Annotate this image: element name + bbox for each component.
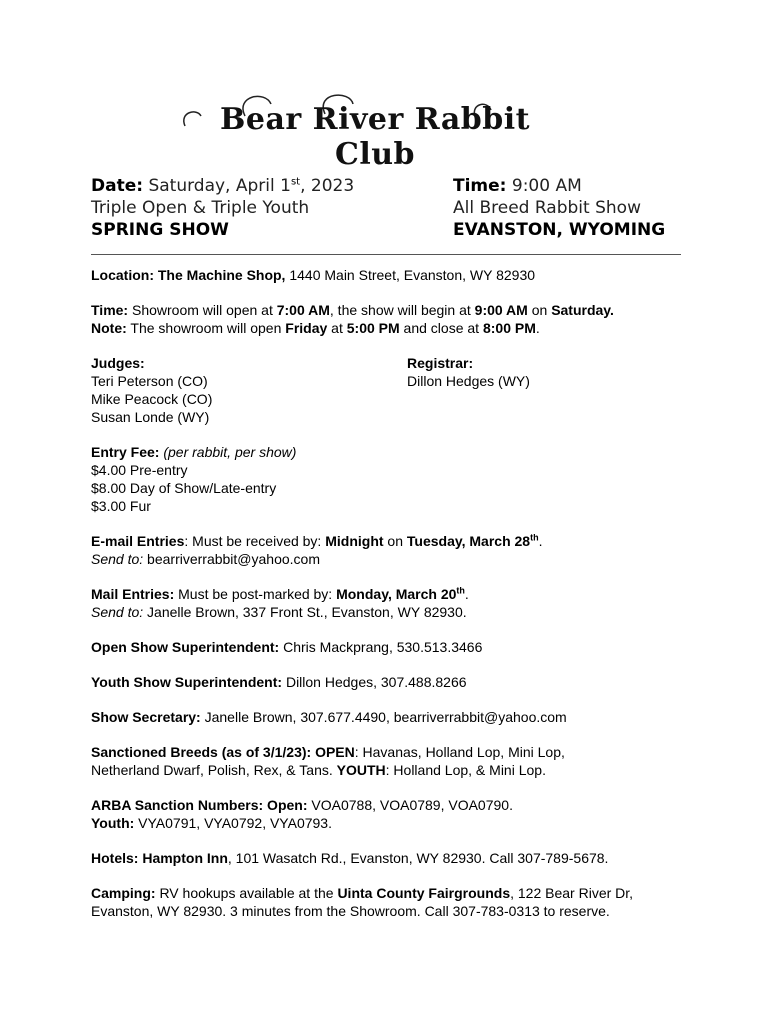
flyer-body [91, 266, 691, 937]
youth-super-label: Youth Show Superintendent: [91, 674, 283, 690]
note-period: . [535, 320, 540, 336]
location-label: Location: The Machine Shop, [91, 267, 286, 283]
camping-section [91, 884, 691, 920]
show-type: Triple Open & Triple Youth [91, 198, 310, 218]
registrar [407, 354, 530, 390]
mail-deadline-date: Monday, March 20 [336, 586, 457, 602]
time-text-c: , the show will begin at [329, 302, 475, 318]
email-send-label: Send to: [91, 551, 144, 567]
youth-breeds-label: YOUTH [336, 762, 386, 778]
note-text-a: The showroom will open [126, 320, 286, 336]
judge-item: Mike Peacock (CO) [91, 391, 213, 407]
show-city [453, 219, 665, 241]
note-close: 8:00 PM [482, 320, 536, 336]
registrar-name: Dillon Hedges (WY) [407, 373, 530, 389]
registrar-label: Registrar: [407, 355, 474, 371]
time-line [453, 175, 665, 197]
email-date-suffix: th [530, 532, 539, 543]
show-name [91, 219, 354, 241]
mail-send-label: Send to: [91, 604, 144, 620]
email-period: . [538, 533, 543, 549]
mail-text-a: Must be post-marked by: [174, 586, 337, 602]
show-city-text: EVANSTON, WYOMING [453, 220, 666, 240]
hotels-section [91, 849, 691, 867]
fee-item: $8.00 Day of Show/Late-entry [91, 480, 277, 496]
arba-numbers [91, 796, 691, 832]
youth-breeds: : Holland Lop, & Mini Lop. [385, 762, 546, 778]
email-text-a: : Must be received by: [184, 533, 326, 549]
email-deadline-date: Tuesday, March 28 [406, 533, 531, 549]
date-year: , 2023 [300, 176, 355, 196]
email-address: bearriverrabbit@yahoo.com [143, 551, 321, 567]
header-left [91, 175, 354, 241]
open-breeds-cont: Netherland Dwarf, Polish, Rex, & Tans. [91, 762, 337, 778]
fee-item: $4.00 Pre-entry [91, 462, 188, 478]
email-entries-section [91, 532, 691, 568]
judges-label: Judges: [91, 355, 145, 371]
time-value: 9:00 AM [511, 176, 582, 196]
secretary-label: Show Secretary: [91, 709, 201, 725]
open-superintendent [91, 638, 691, 656]
hotels-label: Hotels: Hampton Inn [91, 850, 228, 866]
show-name-text: SPRING SHOW [91, 220, 229, 240]
fairgrounds-name: Uinta County Fairgrounds [337, 885, 511, 901]
mail-period: . [464, 586, 469, 602]
arba-youth-label: Youth: [91, 815, 135, 831]
arba-youth-numbers: VYA0791, VYA0792, VYA0793. [134, 815, 332, 831]
date-label: Date: [91, 176, 144, 196]
camping-label: Camping: [91, 885, 156, 901]
mail-date-suffix: th [456, 585, 465, 596]
mail-address: Janelle Brown, 337 Front St., Evanston, WY 82930. [143, 604, 467, 620]
start-time: 9:00 AM [474, 302, 528, 318]
location-section [91, 266, 691, 284]
time-block-label: Time: [91, 302, 129, 318]
email-text-c: on [383, 533, 407, 549]
logo-text: Bear River Rabbit Club [220, 102, 530, 172]
time-text-a: Showroom will open at [128, 302, 277, 318]
open-super-value: Chris Mackprang, 530.513.3466 [279, 639, 483, 655]
entry-fee-label: Entry Fee: [91, 444, 160, 460]
open-time: 7:00 AM [276, 302, 330, 318]
sanctioned-breeds [91, 743, 691, 779]
youth-superintendent [91, 673, 691, 691]
show-description: All Breed Rabbit Show [453, 198, 641, 218]
hotels-value: , 101 Wasatch Rd., Evanston, WY 82930. Call 307-789-5678. [227, 850, 609, 866]
time-label: Time: [453, 176, 507, 196]
note-day: Friday [285, 320, 328, 336]
open-super-label: Open Show Superintendent: [91, 639, 280, 655]
note-text-c: at [327, 320, 347, 336]
arba-label: ARBA Sanction Numbers: Open: [91, 797, 308, 813]
location-value: 1440 Main Street, Evanston, WY 82930 [285, 267, 536, 283]
header-right [453, 175, 665, 241]
date-value: Saturday, April 1 [148, 176, 291, 196]
show-secretary [91, 708, 691, 726]
entry-fee-section [91, 443, 691, 515]
entry-fee-note: (per rabbit, per show) [163, 444, 297, 460]
arba-open-numbers: VOA0788, VOA0789, VOA0790. [307, 797, 513, 813]
secretary-value: Janelle Brown, 307.677.4490, bearriverrabbit@yahoo.com [200, 709, 567, 725]
show-day: Saturday. [551, 302, 614, 318]
time-section [91, 301, 691, 337]
email-deadline-time: Midnight [325, 533, 384, 549]
judges-list [91, 354, 212, 426]
youth-super-value: Dillon Hedges, 307.488.8266 [282, 674, 467, 690]
divider [91, 254, 681, 255]
mail-entries-label: Mail Entries: [91, 586, 175, 602]
camping-text-c: , 122 Bear River Dr, [510, 885, 634, 901]
time-text-e: on [527, 302, 552, 318]
email-entries-label: E-mail Entries [91, 533, 185, 549]
open-breeds: : Havanas, Holland Lop, Mini Lop, [354, 744, 565, 760]
camping-line2: Evanston, WY 82930. 3 minutes from the Showroom. Call 307-783-0313 to reserve. [91, 903, 610, 919]
note-open: 5:00 PM [346, 320, 400, 336]
mail-entries-section [91, 585, 691, 621]
breeds-label: Sanctioned Breeds (as of 3/1/23): OPEN [91, 744, 355, 760]
note-text-e: and close at [399, 320, 483, 336]
date-line [91, 175, 354, 197]
club-logo [175, 86, 575, 172]
date-suffix: st [290, 176, 301, 188]
camping-text-a: RV hookups available at the [155, 885, 338, 901]
fee-item: $3.00 Fur [91, 498, 151, 514]
note-label: Note: [91, 320, 127, 336]
judge-item: Teri Peterson (CO) [91, 373, 208, 389]
officials-section [91, 354, 691, 426]
judge-item: Susan Londe (WY) [91, 409, 210, 425]
